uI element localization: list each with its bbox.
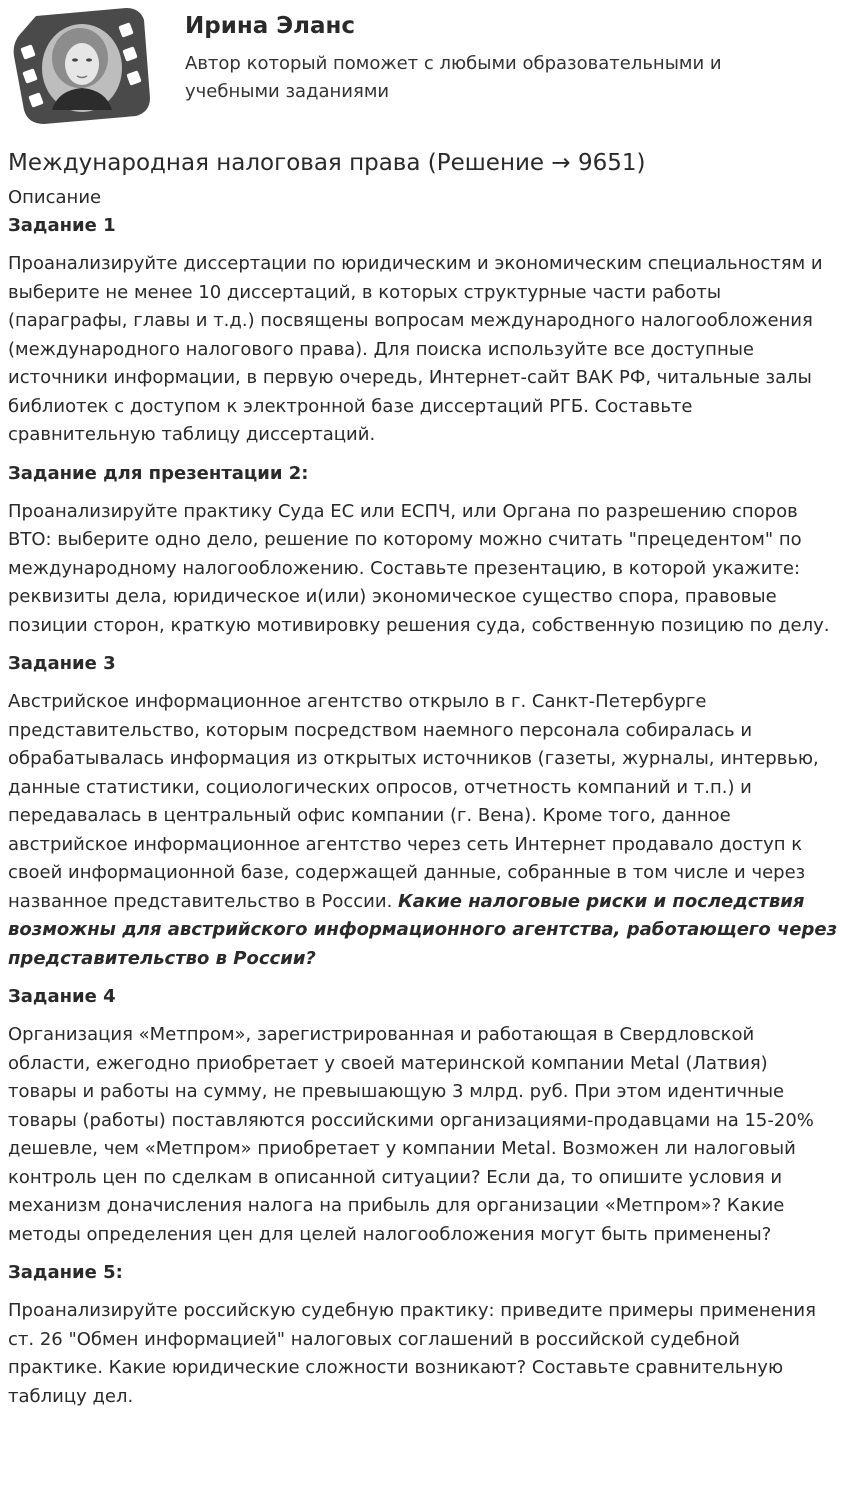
task-1-title: Задание 1	[8, 215, 116, 236]
author-description: Автор который поможет с любыми образовательными и учебными заданиями	[185, 53, 722, 102]
task-3-text: Австрийское информационное агентство открыло в г. Санкт-Петербурге представительство, которым посредством наемного персонала собиралась и обрабатывалась информация из открытых источников (газеты, журналы, интервью, данные статистики, социологических опросов, отчетность компаний и т.п.) и передавалась в центральный офис компании (г. Вена). Кроме того, данное австрийское информационное агентство через сеть Интернет продавало доступ к своей информационной базе, содержащей данные, собранные в том числе и через названное представительство в России.	[8, 691, 819, 912]
task-3-question: Какие налоговые риски и последствия возможны для австрийского информационного агентства, работающего через представительство в России?	[8, 890, 838, 969]
task-2-title: Задание для презентации 2:	[8, 462, 309, 484]
author-name: Ирина Эланс	[185, 13, 356, 39]
task-2-text: Проанализируйте практику Суда ЕС или ЕСПЧ, или Органа по разрешению споров ВТО: выберите одно дело, решение по которому можно считать "прецедентом" по международному налогообложению. Составьте презентацию, в которой укажите: реквизиты дела, юридическое и(или) экономическое существо спора, правовые позиции сторон, краткую мотивировку решения суда, собственную позицию по делу.	[8, 500, 830, 636]
task-4-text: Организация «Метпром», зарегистрированная и работающая в Свердловской области, ежегодно приобретает у своей материнской компании Metal (Латвия) товары и работы на сумму, не превышающую 3 млрд. руб. При этом идентичные товары (работы) поставляются российскими организациями-продавцами на 15-20% дешевле, чем «Метпром» приобретает у компании Metal. Возможен ли налоговый контроль цен по сделкам в описанной ситуации? Если да, то опишите условия и механизм доначисления налога на прибыль для организации «Метпром»? Какие методы определения цен для целей налогообложения могут быть применены?	[8, 1024, 814, 1245]
film-frame-portrait-icon	[8, 6, 153, 126]
task-1-text: Проанализируйте диссертации по юридическим и экономическим специальностям и выберите не менее 10 диссертаций, в которых структурные части работы (параграфы, главы и т.д.) посвящены вопросам международного налогообложения (международного налогового права). Для поиска используйте все доступные источники информации, в первую очередь, Интернет-сайт ВАК РФ, читальные залы библиотек с доступом к электронной базе диссертаций РГБ. Составьте сравнительную таблицу диссертаций.	[8, 253, 823, 445]
task-4-title: Задание 4	[8, 986, 116, 1007]
task-3-text-block	[8, 688, 840, 973]
page-title: Международная налоговая права (Решение → 9651)	[8, 150, 646, 176]
author-header	[0, 0, 847, 135]
avatar	[8, 6, 153, 126]
document-content	[8, 146, 840, 1421]
description-label: Описание	[8, 187, 102, 208]
task-3-title: Задание 3	[8, 653, 116, 674]
task-5-title: Задание 5:	[8, 1262, 123, 1283]
task-5-text: Проанализируйте российскую судебную практику: приведите примеры применения ст. 26 "Обмен информацией" налоговых соглашений в российской судебной практике. Какие юридические сложности возникают? Составьте сравнительную таблицу дел.	[8, 1300, 816, 1407]
